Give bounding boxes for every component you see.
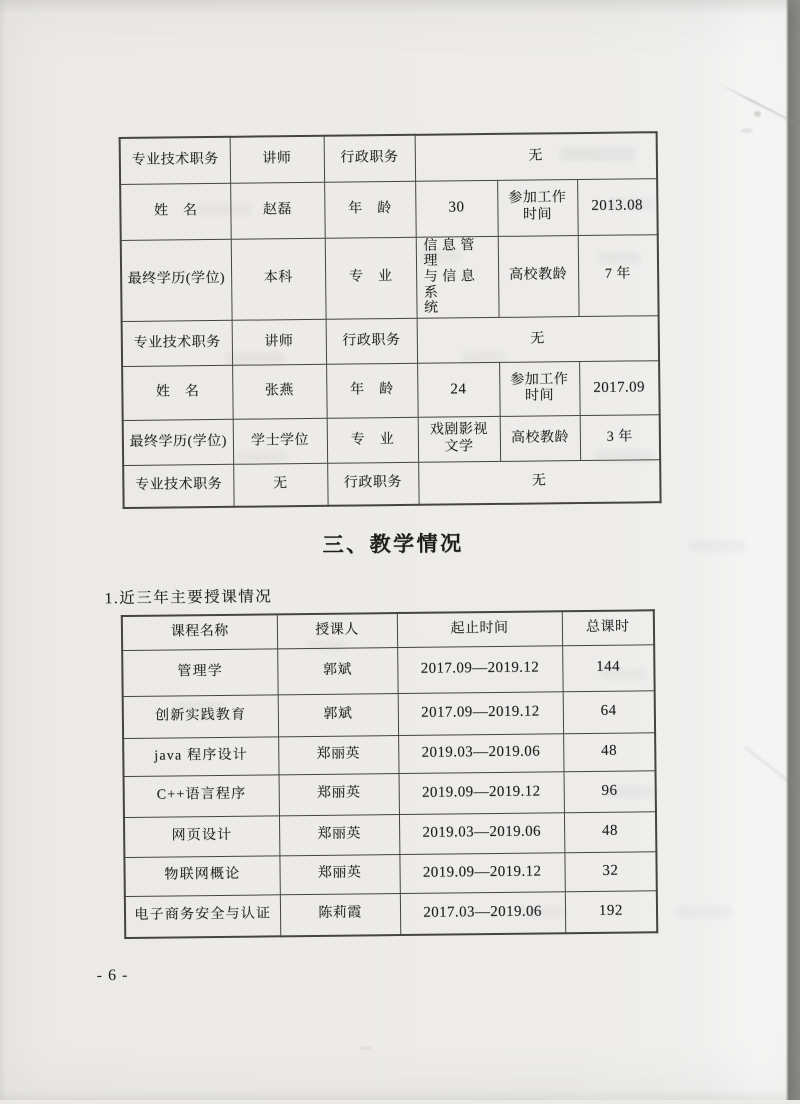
teacher-cell: 郑丽英 (279, 854, 399, 894)
teacher-cell: 郑丽英 (279, 773, 399, 815)
course-list-table (121, 609, 658, 939)
table-row (122, 316, 659, 367)
hours-cell: 96 (564, 770, 656, 812)
hours-cell: 64 (563, 690, 655, 733)
course-name-cell: 电子商务安全与认证 (125, 894, 280, 938)
staff-value-cell: 讲师 (232, 319, 326, 365)
bleedthrough-mark (236, 450, 288, 463)
staff-label-cell: 参加工作 时间 (499, 361, 580, 416)
staff-label-cell: 专业技术职务 (120, 137, 230, 184)
staff-value-cell: 无 (415, 132, 657, 181)
table-row (123, 415, 660, 466)
staff-value-cell: 7 年 (578, 234, 659, 316)
table-row (122, 361, 660, 421)
bleedthrough-mark (305, 640, 345, 651)
header-cell: 总课时 (562, 610, 654, 645)
staff-label-cell: 参加工作 时间 (497, 179, 578, 236)
bleedthrough-mark (420, 250, 460, 262)
header-cell: 授课人 (277, 613, 397, 648)
table-row (124, 770, 656, 817)
subsection-title: 1.近三年主要授课情况 (104, 588, 273, 608)
table-header-row (122, 610, 654, 650)
bleedthrough-mark (560, 147, 635, 161)
teacher-cell: 郭斌 (278, 693, 398, 736)
bleedthrough-mark (688, 540, 746, 552)
staff-value-cell: 张燕 (232, 364, 327, 419)
scan-speck (754, 111, 761, 117)
teacher-cell: 郑丽英 (279, 814, 399, 855)
staff-label-cell: 行政职务 (324, 135, 415, 182)
bleedthrough-mark (676, 906, 732, 918)
section-heading: 三、教学情况 (322, 531, 464, 557)
staff-value-cell: 30 (415, 180, 498, 237)
staff-value-cell: 讲师 (230, 136, 324, 183)
bleedthrough-mark (600, 668, 646, 680)
staff-label-cell: 姓 名 (120, 183, 231, 240)
staff-value-cell: 无 (417, 316, 659, 364)
staff-label-cell: 年 龄 (326, 363, 418, 418)
bleedthrough-mark (225, 352, 285, 365)
header-cell: 课程名称 (122, 614, 277, 650)
staff-value-cell: 2013.08 (577, 178, 658, 235)
hours-cell: 32 (564, 851, 656, 891)
table-row (124, 811, 656, 857)
bleedthrough-mark (608, 198, 654, 210)
staff-label-cell: 专 业 (327, 417, 418, 463)
bleedthrough-mark (196, 203, 252, 216)
header-cell: 起止时间 (397, 611, 562, 647)
hours-cell: 48 (563, 732, 655, 771)
teacher-cell: 郑丽英 (278, 735, 398, 774)
bleedthrough-mark (462, 352, 506, 364)
course-name-cell: 管理学 (122, 648, 277, 696)
staff-value-cell: 本科 (231, 238, 326, 320)
bleedthrough-mark (608, 786, 656, 798)
hours-cell: 144 (562, 644, 654, 691)
hours-cell: 48 (564, 811, 656, 852)
course-name-cell: 创新实践教育 (123, 694, 278, 738)
staff-value-cell: 2017.09 (579, 361, 660, 416)
staff-value-cell: 3 年 (580, 415, 660, 461)
bleedthrough-mark (175, 702, 225, 714)
period-cell: 2019.09—2019.12 (399, 852, 564, 893)
course-name-cell: 物联网概论 (124, 855, 279, 896)
staff-info-table (119, 131, 662, 509)
period-cell: 2019.03—2019.06 (398, 733, 563, 773)
bleedthrough-mark (520, 906, 566, 918)
bleedthrough-mark (598, 252, 640, 264)
table-row (124, 851, 656, 896)
period-cell: 2019.03—2019.06 (399, 812, 564, 854)
table-row (122, 644, 654, 696)
scan-speck (741, 128, 753, 133)
staff-value-cell: 戏剧影视 文学 (418, 416, 500, 462)
staff-value-cell: 无 (418, 460, 660, 506)
staff-label-cell: 行政职务 (326, 318, 417, 364)
staff-label-cell: 姓 名 (122, 365, 233, 420)
period-cell: 2017.03—2019.06 (400, 891, 565, 935)
staff-value-cell: 24 (417, 362, 500, 417)
staff-label-cell: 最终学历(学位) (123, 419, 233, 465)
staff-label-cell: 专业技术职务 (122, 320, 232, 366)
hours-cell: 192 (565, 890, 657, 933)
staff-label-cell: 年 龄 (324, 181, 416, 238)
staff-label-cell: 最终学历(学位) (121, 239, 232, 322)
course-name-cell: C++语言程序 (124, 774, 279, 817)
scan-speck (360, 1046, 372, 1050)
staff-value-cell: 信息管理 与信息系 统 (416, 236, 499, 318)
staff-label-cell: 专业技术职务 (123, 464, 233, 508)
staff-label-cell: 专 业 (325, 237, 417, 319)
period-cell: 2017.09—2019.12 (397, 645, 562, 693)
teacher-cell: 陈莉霞 (280, 893, 400, 936)
period-cell: 2017.09—2019.12 (398, 691, 563, 735)
staff-value-cell: 无 (233, 463, 327, 507)
staff-label-cell: 行政职务 (327, 462, 418, 506)
staff-label-cell: 高校教龄 (498, 235, 579, 317)
course-name-cell: java 程序设计 (123, 736, 278, 776)
course-name-cell: 网页设计 (124, 815, 279, 857)
table-row (123, 460, 660, 509)
table-row (125, 890, 657, 938)
period-cell: 2019.09—2019.12 (399, 771, 564, 814)
staff-label-cell: 高校教龄 (500, 415, 580, 461)
table-row (123, 732, 655, 776)
table-row (123, 690, 655, 738)
page-number: - 6 - (96, 966, 129, 985)
table-row (121, 234, 659, 321)
teacher-cell: 郭斌 (277, 647, 397, 694)
staff-value-cell: 赵磊 (230, 182, 325, 239)
staff-value-cell: 学士学位 (233, 418, 327, 464)
bleedthrough-mark (596, 450, 654, 463)
